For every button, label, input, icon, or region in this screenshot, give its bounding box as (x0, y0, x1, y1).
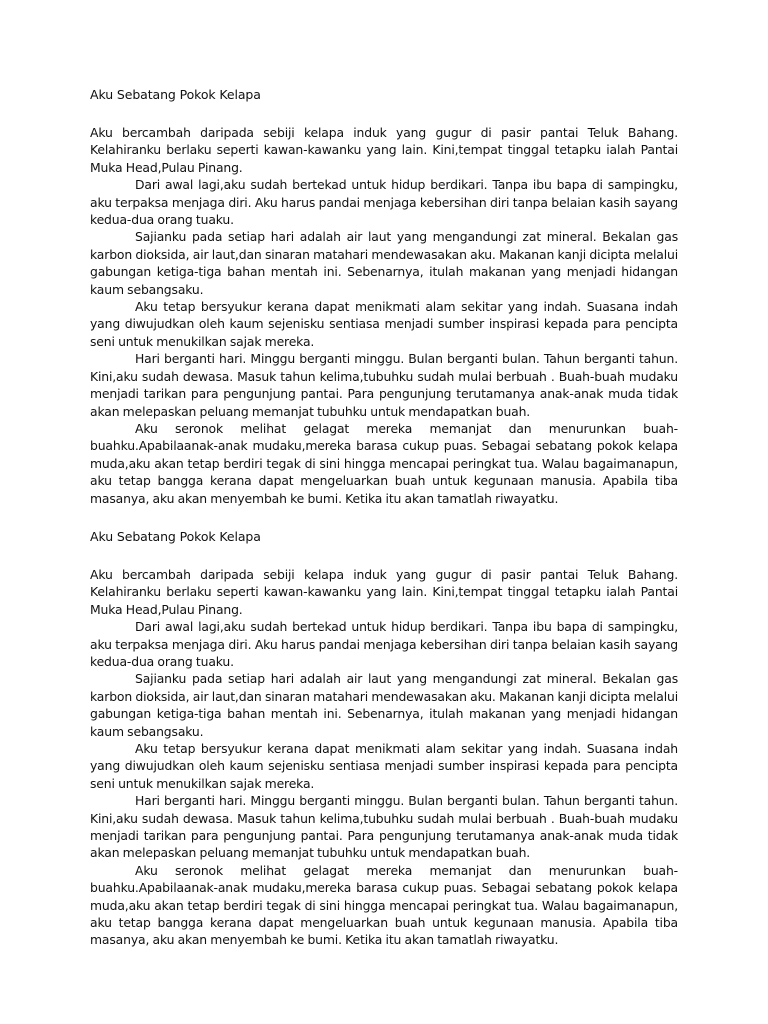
paragraph: Aku bercambah daripada sebiji kelapa induk yang gugur di pasir pantai Teluk Bahang. Kelahiranku berlaku seperti kawan-kawanku yang lain. Kini,tempat tinggal tetapku ialah Pantai Muka Head,Pulau Pinang. (90, 125, 678, 175)
paragraph: Aku seronok melihat gelagat mereka memanjat dan menurunkan buah-buahku.Apabilaanak-anak mudaku,mereka barasa cukup puas. Sebagai sebatang pokok kelapa muda,aku akan tetap berdiri tegak di sini hingga mencapai peringkat tua. Walau bagaimanapun, aku tetap bangga kerana dapat mengeluarkan buah untuk kegunaan manusia. Apabila tiba masanya, aku akan menyembah ke bumi. Ketika itu akan tamatlah riwayatku. (90, 420, 678, 506)
essay-1 (90, 86, 678, 507)
paragraph: Aku tetap bersyukur kerana dapat menikmati alam sekitar yang indah. Suasana indah yang diwujudkan oleh kaum sejenisku sentiasa menjadi sumber inspirasi kepada para pencipta seni untuk menukilkan sajak mereka. (90, 741, 678, 791)
paragraph: Aku bercambah daripada sebiji kelapa induk yang gugur di pasir pantai Teluk Bahang. Kelahiranku berlaku seperti kawan-kawanku yang lain. Kini,tempat tinggal tetapku ialah Pantai Muka Head,Pulau Pinang. (90, 566, 678, 617)
essay-2 (90, 528, 678, 949)
paragraph: Sajianku pada setiap hari adalah air laut yang mengandungi zat mineral. Bekalan gas karbon dioksida, air laut,dan sinaran matahari mendewasakan aku. Makanan kanji dicipta melalui gabungan ketiga-tiga bahan mentah ini. Sebenarnya, itulah makanan yang menjadi hidangan kaum sebangsaku. (90, 671, 678, 739)
paragraph: Hari berganti hari. Minggu berganti minggu. Bulan berganti bulan. Tahun berganti tahun. Kini,aku sudah dewasa. Masuk tahun kelima,tubuhku sudah mulai berbuah . Buah-buah mudaku menjadi tarikan para pengunjung pantai. Para pengunjung terutamanya anak-anak muda tidak akan melepaskan peluang memanjat tubuhku untuk mendapatkan buah. (90, 793, 678, 861)
essay-title: Aku Sebatang Pokok Kelapa (90, 87, 261, 102)
paragraph: Dari awal lagi,aku sudah bertekad untuk hidup berdikari. Tanpa ibu bapa di sampingku, aku terpaksa menjaga diri. Aku harus pandai menjaga kebersihan diri tanpa belaian kasih sayang kedua-dua orang tuaku. (90, 177, 678, 228)
paragraph: Dari awal lagi,aku sudah bertekad untuk hidup berdikari. Tanpa ibu bapa di sampingku, aku terpaksa menjaga diri. Aku harus pandai menjaga kebersihan diri tanpa belaian kasih sayang kedua-dua orang tuaku. (90, 619, 678, 669)
paragraph: Aku tetap bersyukur kerana dapat menikmati alam sekitar yang indah. Suasana indah yang diwujudkan oleh kaum sejenisku sentiasa menjadi sumber inspirasi kepada para pencipta seni untuk menukilkan sajak mereka. (90, 299, 678, 349)
paragraph: Sajianku pada setiap hari adalah air laut yang mengandungi zat mineral. Bekalan gas karbon dioksida, air laut,dan sinaran matahari mendewasakan aku. Makanan kanji dicipta melalui gabungan ketiga-tiga bahan mentah ini. Sebenarnya, itulah makanan yang menjadi hidangan kaum sebangsaku. (90, 229, 678, 297)
paragraph: Hari berganti hari. Minggu berganti minggu. Bulan berganti bulan. Tahun berganti tahun. Kini,aku sudah dewasa. Masuk tahun kelima,tubuhku sudah mulai berbuah . Buah-buah mudaku menjadi tarikan para pengunjung pantai. Para pengunjung terutamanya anak-anak muda tidak akan melepaskan peluang memanjat tubuhku untuk mendapatkan buah. (90, 351, 678, 419)
essay-title: Aku Sebatang Pokok Kelapa (90, 528, 261, 544)
document-page (90, 86, 678, 949)
paragraph: Aku seronok melihat gelagat mereka memanjat dan menurunkan buah-buahku.Apabilaanak-anak mudaku,mereka barasa cukup puas. Sebagai sebatang pokok kelapa muda,aku akan tetap berdiri tegak di sini hingga mencapai peringkat tua. Walau bagaimanapun, aku tetap bangga kerana dapat mengeluarkan buah untuk kegunaan manusia. Apabila tiba masanya, aku akan menyembah ke bumi. Ketika itu akan tamatlah riwayatku. (90, 862, 678, 948)
